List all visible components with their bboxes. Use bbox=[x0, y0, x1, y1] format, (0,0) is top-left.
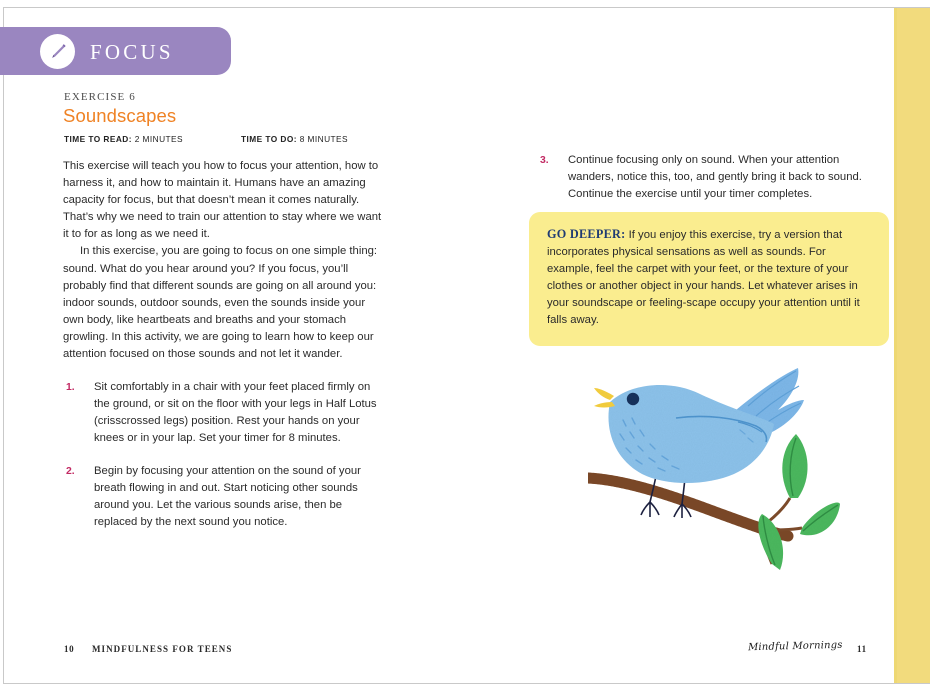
running-head-left: MINDFULNESS FOR TEENS bbox=[92, 644, 233, 654]
list-item-number: 2. bbox=[66, 465, 75, 477]
list-item-text: Sit comfortably in a chair with your feet placed firmly on the ground, or sit on the floor with your legs in Half Lotus (crisscrossed legs) position. Rest your hands on your knees or in your lap. Set your timer for 8 minutes. bbox=[94, 381, 377, 445]
go-deeper-label: GO DEEPER: bbox=[547, 227, 626, 241]
bird-eye bbox=[627, 393, 639, 405]
steps-list-left bbox=[63, 379, 385, 531]
running-head-right: Mindful Mornings bbox=[747, 639, 843, 654]
time-to-do-value: 8 MINUTES bbox=[296, 134, 349, 144]
timing-meta-row bbox=[64, 134, 348, 144]
body-paragraph: This exercise will teach you how to focus your attention, how to harness it, and how to maintain it. Humans have an amazing capacity for focus, but that doesn’t mean it comes naturally. That’s why we need to train our attention to stay where we want it to for as long as we need it. bbox=[63, 160, 382, 241]
exercise-label: EXERCISE 6 bbox=[64, 91, 136, 103]
list-item-number: 1. bbox=[66, 382, 75, 394]
list-item-text: Continue focusing only on sound. When your attention wanders, notice this, too, and gently bring it back to sound. Continue the exercise until your timer completes. bbox=[568, 154, 862, 201]
list-item bbox=[63, 463, 385, 531]
list-item bbox=[527, 152, 867, 203]
pencil-icon bbox=[40, 34, 75, 69]
left-text-column bbox=[63, 158, 385, 531]
bluebird-on-branch-illustration bbox=[588, 358, 844, 614]
time-to-do-label: TIME TO DO: bbox=[241, 134, 297, 144]
go-deeper-text: If you enjoy this exercise, try a version that incorporates physical sensations as well as sounds. For example, feel the carpet with your feet, or the texture of your clothes or another object in your hands. Let whatever arises in your soundscape or feeling-scape occupy your attention until it falls away. bbox=[547, 229, 860, 327]
steps-list-right bbox=[527, 152, 867, 203]
page-rule-left bbox=[3, 7, 4, 684]
banner-title: FOCUS bbox=[90, 40, 174, 64]
go-deeper-callout bbox=[529, 212, 889, 346]
time-to-read-value: 2 MINUTES bbox=[131, 134, 183, 144]
page-number-left: 10 bbox=[64, 644, 75, 654]
page-rule-bottom bbox=[3, 683, 930, 684]
page-edge-strip-fold bbox=[894, 8, 897, 683]
page-edge-strip bbox=[894, 8, 930, 683]
page-title: Soundscapes bbox=[63, 105, 177, 126]
body-paragraph: In this exercise, you are going to focus on one simple thing: sound. What do you hear around you? If you focus, you’ll probably find that different sounds are going on all around you: indoor sounds, outdoor sounds, even the sounds inside your own body, like heartbeats and breaths and your stomach growling. In this activity, we are going to learn how to keep our attention focused on those sounds and not let it wander. bbox=[63, 245, 378, 361]
right-text-column bbox=[527, 152, 867, 203]
list-item-number: 3. bbox=[540, 155, 549, 166]
page-rule-top bbox=[3, 7, 930, 8]
page-number-right: 11 bbox=[857, 644, 867, 654]
list-item bbox=[63, 379, 385, 447]
time-to-read-label: TIME TO READ: bbox=[64, 134, 132, 144]
bird-group bbox=[594, 368, 804, 483]
leaves-group bbox=[758, 434, 840, 570]
list-item-text: Begin by focusing your attention on the sound of your breath flowing in and out. Start noticing other sounds around you. Let the various sounds arise, then be replaced by the next sound you notice. bbox=[94, 464, 361, 528]
